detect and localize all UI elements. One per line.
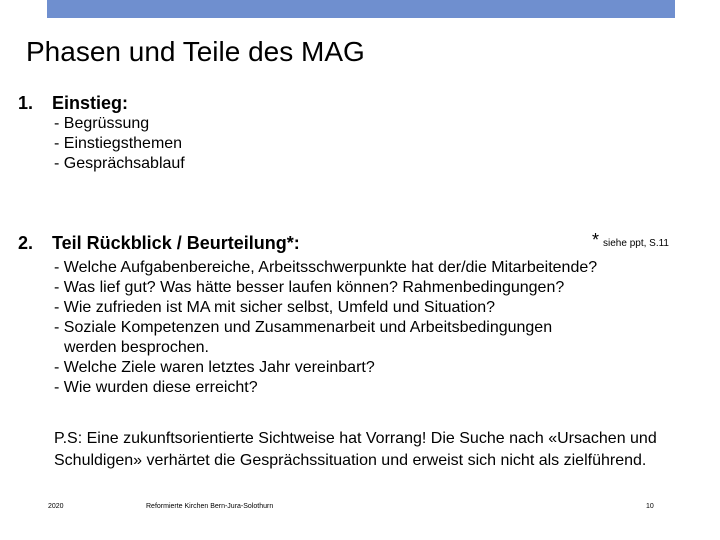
- list-item: - Welche Ziele waren letztes Jahr vereinbart?: [54, 359, 375, 376]
- footer-year: 2020: [48, 503, 64, 510]
- footnote-text: siehe ppt, S.11: [603, 238, 669, 249]
- section-2-heading: [18, 232, 300, 254]
- section-2-list: [54, 258, 597, 398]
- list-item: - Welche Aufgabenbereiche, Arbeitsschwerpunkte hat der/die Mitarbeitende?: [54, 259, 598, 276]
- section-2-title: Teil Rückblick / Beurteilung*:: [52, 233, 300, 253]
- section-2-number: 2.: [18, 233, 34, 253]
- footnote-star: *: [592, 230, 600, 250]
- list-item: - Wie zufrieden ist MA mit sicher selbst, Umfeld und Situation?: [54, 299, 496, 316]
- footer-page-number: 10: [646, 503, 654, 510]
- section-1-heading: [18, 92, 128, 114]
- footnote-reference: [592, 232, 669, 252]
- list-item: - Gesprächsablauf: [54, 155, 185, 172]
- section-1-number: 1.: [18, 93, 34, 113]
- list-item: - Wie wurden diese erreicht?: [54, 379, 258, 396]
- list-item: - Einstiegsthemen: [54, 135, 183, 152]
- slide-title: Phasen und Teile des MAG: [26, 36, 365, 67]
- footer-organization: Reformierte Kirchen Bern-Jura-Solothurn: [146, 503, 274, 510]
- list-item: - Begrüssung: [54, 115, 150, 132]
- top-accent-bar: [47, 0, 675, 18]
- ps-note: P.S: Eine zukunftsorientierte Sichtweise hat Vorrang! Die Suche nach «Ursachen und Schuldigen» verhärtet die Gesprächssituation und erweist sich nicht als zielführend.: [54, 430, 657, 469]
- list-item: - Was lief gut? Was hätte besser laufen können? Rahmenbedingungen?: [54, 279, 565, 296]
- list-item-continuation: werden besprochen.: [64, 339, 209, 356]
- list-item: - Soziale Kompetenzen und Zusammenarbeit und Arbeitsbedingungen: [54, 319, 553, 336]
- section-1-title: Einstieg:: [52, 93, 129, 113]
- section-1-list: [54, 114, 185, 174]
